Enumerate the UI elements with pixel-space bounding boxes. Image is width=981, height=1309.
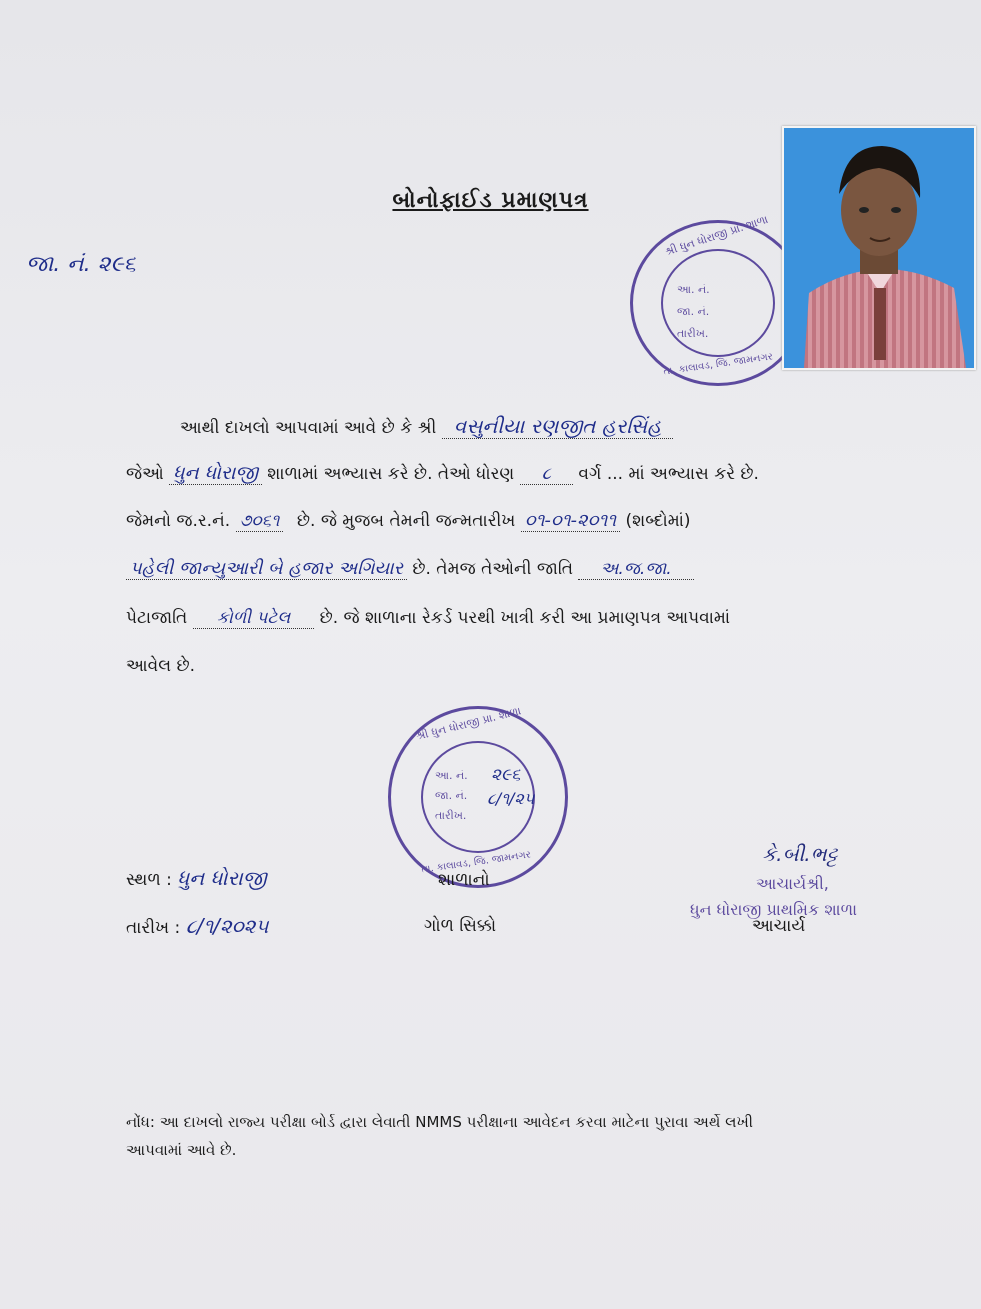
principal-school: ધુન ધોરાજી પ્રાથમિક શાળા	[690, 900, 857, 919]
certificate-line-6: આવેલ છે.	[126, 656, 196, 676]
principal-title: આચાર્યશ્રી,	[756, 874, 829, 893]
place-value: ધુન ધોરાજી	[177, 866, 267, 890]
student-name: વસુનીયા રણજીત હરસિંહ	[442, 414, 674, 439]
student-portrait-illustration	[784, 128, 974, 368]
stamp-line-3: તારીખ.	[677, 327, 709, 340]
place-row	[126, 866, 266, 890]
gr-number: ૭૦૬૧	[236, 511, 284, 532]
line-2-end: માં અભ્યાસ કરે છે.	[628, 464, 759, 484]
stamp-date: ૮/૧/૨૫	[487, 789, 535, 808]
seal-label-1: શાળાનો	[438, 870, 490, 890]
principal-signature: કે.બી.ભટ્ટ	[762, 842, 838, 866]
line-3-middle: છે. જે મુજબ તેમની જન્મતારીખ	[296, 511, 516, 531]
subcaste: કોળી પટેલ	[193, 608, 315, 629]
stamp-ring-text: શ્રી ધુન ધોરાજી પ્રા. શાળા	[414, 704, 523, 743]
line-1-text: આથી દાખલો આપવામાં આવે છે કે શ્રી	[180, 418, 437, 438]
stamp-bottom-text: તા. કાલાવડ, જિ. જામનગર	[662, 351, 774, 378]
document-title: બોનોફાઈડ પ્રમાણપત્ર	[392, 188, 589, 213]
seal-label-2: ગોળ સિક્કો	[424, 916, 497, 936]
dob-in-words: પહેલી જાન્યુઆરી બે હજાર અગિયાર	[126, 558, 407, 580]
place-label: સ્થળ :	[126, 870, 172, 890]
certificate-line-2	[126, 462, 759, 484]
school-stamp-top	[630, 212, 806, 386]
date-of-birth: ૦૧-૦૧-૨૦૧૧	[521, 510, 620, 532]
stamp-ring-text: શ્રી ધુન ધોરાજી પ્રા. શાળા	[663, 212, 770, 259]
division-value: ...	[606, 464, 624, 484]
line-5-end: છે. જે શાળાના રેકર્ડ પરથી ખાત્રી કરી આ પ્રમાણપત્ર આપવામાં	[319, 608, 731, 628]
principal-role: આચાર્ય	[752, 916, 806, 936]
date-value: ૮/૧/૨૦૨૫	[185, 914, 269, 938]
certificate-line-5	[126, 608, 730, 628]
serial-number: જા. નં. ૨૯૬	[26, 252, 136, 277]
certificate-line-3	[126, 510, 691, 531]
school-name: ધુન ધોરાજી	[169, 462, 262, 485]
stamp-inward-number: ૨૯૬	[491, 765, 521, 785]
footnote	[126, 1108, 926, 1164]
stamp-line-2: જા. નં.	[677, 305, 710, 318]
caste: અ.જ.જા.	[578, 559, 693, 580]
school-stamp-round	[388, 706, 568, 888]
line-4-middle: છે. તેમજ તેઓની જાતિ	[412, 559, 574, 579]
line-2-prefix: જેઓ	[126, 464, 164, 484]
line-3-prefix: જેમનો જ.ર.નં.	[126, 511, 231, 531]
date-row	[126, 914, 269, 938]
line-2-division-label: વર્ગ	[578, 464, 602, 484]
stamp-line-1: આ. નં.	[435, 769, 468, 782]
date-label: તારીખ :	[126, 918, 181, 938]
standard: ૮	[520, 464, 573, 485]
student-photo	[782, 126, 976, 370]
line-2-middle: શાળામાં અભ્યાસ કરે છે. તેઓ ધોરણ	[267, 464, 515, 484]
footnote-line-1: નોંધ: આ દાખલો રાજ્ય પરીક્ષા બોર્ડ દ્વારા લેવાતી NMMS પરીક્ષાના આવેદન કરવા માટેના પુરાવા અર્થે લખી	[126, 1113, 754, 1131]
certificate-line-1	[180, 414, 673, 438]
stamp-line-1: આ. નં.	[677, 283, 710, 296]
line-3-end: (શબ્દોમાં)	[625, 511, 691, 531]
stamp-line-3: તારીખ.	[435, 809, 467, 822]
certificate-line-4	[126, 558, 694, 579]
stamp-line-2: જા. નં.	[435, 789, 468, 802]
footnote-line-2: આપવામાં આવે છે.	[126, 1141, 237, 1159]
stamp-bottom-text: તા. કાલાવડ, જિ. જામનગર	[420, 849, 532, 876]
line-5-prefix: પેટાજાતિ	[126, 608, 188, 628]
